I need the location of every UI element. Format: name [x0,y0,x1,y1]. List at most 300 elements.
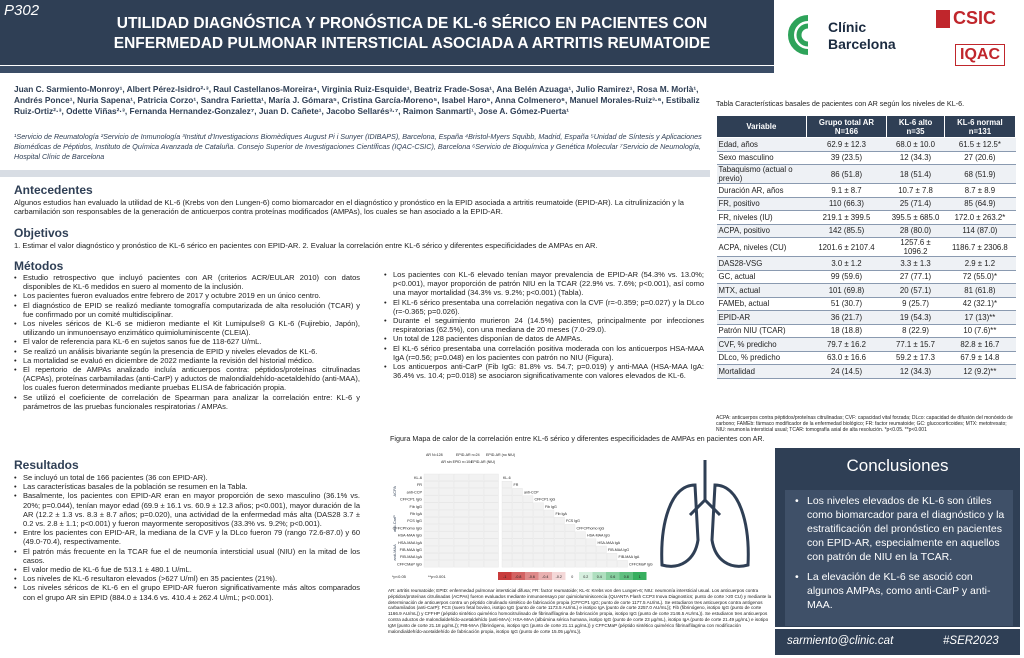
table-row-label: ACPA, positivo [717,224,807,238]
scale-label: -0.2 [555,575,562,579]
heatmap-row-label: KL-6 [413,476,422,480]
heatmap-cell [454,488,469,495]
heatmap-cell [484,560,499,567]
objetivos-text: 1. Estimar el valor diagnóstico y pronóstico de KL-6 sérico en pacientes con EPID-AR. 2. Evaluar la correlación entre KL-6 sérico y diferentes especificidades de AMPAs en AR. [14,241,598,250]
heatmap-cell [469,510,484,517]
heatmap-row-label: FR [416,483,422,488]
header-band [0,66,774,73]
heatmap-cell [484,488,499,495]
matrix-cell [544,510,554,517]
matrix-cell [502,517,512,524]
csic-shield-icon [936,10,950,28]
heatmap-cell [454,524,469,531]
clinic-logo-word1: Clínic [828,19,867,35]
matrix-cell [513,488,523,495]
csic-logo [936,8,1016,30]
metodos-item: • Se utilizó el coeficiente de correlación de Spearman para analizar la correlación entre: KL-6 y parámetros de las pruebas funcionales respiratorias / AMPAs. [14,393,360,411]
table-cell: 42 (32.1)* [944,297,1015,311]
heatmap-cell [439,560,454,567]
matrix-cell [523,517,533,524]
heatmap-cell [469,546,484,553]
figure-caption: Figura Mapa de calor de la correlación entre KL-6 sérico y diferentes especificidades de AMPAs en pacientes con AR. [390,434,765,443]
matrix-cell [513,553,523,560]
table-cell: 142 (85.5) [806,224,887,238]
table-row-label: FR, positivo [717,197,807,211]
heatmap-col-header: EPID-AR n=24 [456,453,480,457]
matrix-cell [555,553,565,560]
matrix-cell [502,546,512,553]
table-row-label: Patrón NIU (TCAR) [717,324,807,338]
resultados-item: • Los niveles de KL-6 resultaron elevados (>627 U/ml) en 35 pacientes (21%). [14,574,360,583]
matrix-cell [502,539,512,546]
heatmap-cell [439,481,454,488]
heatmap-row-label: CFFCP1 IgG [400,497,422,502]
table-cell: 25 (71.4) [887,197,945,211]
heatmap-row-label: FIB-MAA IgA [400,555,422,560]
matrix-diagonal-label: FIB-MAA IgG [608,548,630,552]
heatmap-cell [439,553,454,560]
table-row-label: FAMEb, actual [717,297,807,311]
table-cell: 36 (21.7) [806,311,887,325]
table-cell: 68 (51.9) [944,165,1015,184]
lungs-icon [650,445,760,585]
resultados-list [14,473,360,602]
scale-label: 0.6 [610,575,616,579]
metodos-item: • El diagnóstico de EPID se realizó mediante tomografía computarizada de alta resolución (TCAR) y fue confirmado por un comité multidisciplinar. [14,301,360,319]
heatmap-cell [424,532,439,539]
matrix-cell [513,532,523,539]
matrix-cell [576,539,586,546]
table-row [717,151,1016,165]
heatmap-cell [454,517,469,524]
poster-title: UTILIDAD DIAGNÓSTICA Y PRONÓSTICA DE KL-6 SÉRICO EN PACIENTES CON ENFERMEDAD PULMONAR INTERSTICIAL ASOCIADA A ARTRITIS REUMATOIDE [113,15,711,52]
table-cell: 24 (14.5) [806,365,887,379]
metodos-item: • Se realizó un análisis bivariante según la presencia de EPID y niveles elevados de KL-6. [14,347,360,356]
matrix-cell [544,517,554,524]
heatmap-cell [439,517,454,524]
heatmap-row-label: HSA-MAA IgA [398,540,422,545]
matrix-cell [523,532,533,539]
baseline-table [716,115,1016,379]
heatmap-row-label: CFFCMaP IgG [396,562,422,567]
metodos-list [14,273,360,411]
matrix-cell [607,560,617,567]
matrix-cell [586,553,596,560]
matrix-cell [555,539,565,546]
matrix-cell [618,560,628,567]
heatmap-group-label: ACPA [392,485,397,497]
metodos-item: • El valor de referencia para KL-6 en sujetos sanos fue de 118-627 U/mL. [14,337,360,346]
scale-label: 0 [571,575,574,579]
table-row [717,224,1016,238]
matrix-cell [534,546,544,553]
resultados-item: • Se incluyó un total de 166 pacientes (36 con EPID-AR). [14,473,360,482]
heatmap-cell [439,539,454,546]
heatmap-cell [469,488,484,495]
matrix-cell [523,539,533,546]
resultados-item: • Entre los pacientes con EPID-AR, la mediana de la CVF y la DLco fueron 79 (rango 72.6-87.0) y 60 (49.0-70.4), respectivamente. [14,528,360,546]
table-row-label: Tabaquismo (actual o previo) [717,165,807,184]
heatmap-row-label: FCS IgG [407,519,422,524]
table-cell: 9 (25.7) [887,297,945,311]
heatmap-cell [484,546,499,553]
table-cell: 20 (57.1) [887,284,945,298]
heatmap-cell [439,546,454,553]
table-row [717,297,1016,311]
conclusions-box [775,448,1020,627]
matrix-cell [555,532,565,539]
table-header: KL-6 alto n=35 [887,116,945,138]
heatmap-cell [454,553,469,560]
poster-code: P302 [4,2,40,19]
matrix-cell [502,488,512,495]
table-cell: 27 (77.1) [887,270,945,284]
affiliations: ¹Servicio de Reumatología ²Servicio de Inmunología ³Institut d'Investigacions Biomèdiques August Pi i Sunyer (IDIBAPS), Barcelona, España ⁴Bristol-Myers Squibb, Madrid, España ⁵Unidad de Síntesis y Aplicaciones Biomédicas de Péptidos, Instituto de Química Avanzada de Cataluña. Consejo Superior de Investigaciones Científicas (IQAC-CSIC), Barcelona ⁶Servicio de Bioquímica y Genética Molecular ⁷Servicio de Neumología, Hospital Clínic de Barcelona [14,132,702,161]
poster-header [0,0,774,65]
table-cell: 219.1 ± 399.5 [806,211,887,225]
heatmap-cell [454,532,469,539]
matrix-cell [555,560,565,567]
heatmap-cell [424,510,439,517]
table-cell: 51 (30.7) [806,297,887,311]
table-row-label: CVF, % predicho [717,338,807,352]
matrix-cell [555,546,565,553]
matrix-cell [544,539,554,546]
matrix-cell [555,517,565,524]
matrix-cell [502,524,512,531]
heatmap-cell [484,496,499,503]
contact-email: sarmiento@clinic.cat [787,635,894,647]
heatmap-row-label: HSA-MAA IgG [397,533,422,538]
antecedentes-text: Algunos estudios han evaluado la utilidad de KL-6 (Krebs von den Lungen-6) como biomarcador en el diagnóstico y pronóstico en la EPID asociada a artritis reumatoide (EPID-AR). La citrulinización y la carbamilación son responsables de la generación de anticuerpos contra proteínas modificados (AMPAs), los cuales se han asociado a la EPID-AR. [14,198,684,217]
heatmap-group-label: anti-CarP [392,515,397,533]
table-row [717,165,1016,184]
table-row [717,351,1016,365]
matrix-cell [513,496,523,503]
table-cell: 1257.6 ± 1096.2 [887,238,945,257]
matrix-cell [534,524,544,531]
metodos-item: • La mortalidad se evaluó en diciembre de 2022 mediante la revisión del historial médico. [14,356,360,365]
heatmap-cell [484,481,499,488]
scale-label: -0.4 [542,575,549,579]
table-cell: 18 (18.8) [806,324,887,338]
matrix-cell [502,496,512,503]
matrix-diagonal-label: FCS IgG [566,519,580,524]
matrix-cell [513,560,523,567]
heatmap-cell [454,510,469,517]
table-caption: Tabla Características basales de pacientes con AR según los niveles de KL-6. [716,99,965,108]
table-header: Variable [717,116,807,138]
table-cell: 72 (55.0)* [944,270,1015,284]
table-cell: 59.2 ± 17.3 [887,351,945,365]
heatmap-cell [439,488,454,495]
matrix-cell [555,524,565,531]
table-row-label: ACPA, niveles (CU) [717,238,807,257]
matrix-cell [565,560,575,567]
heatmap-cell [454,539,469,546]
heatmap-cell [454,496,469,503]
middle-item: • Durante el seguimiento murieron 24 (14.5%) pacientes, principalmente por infecciones respiratorias (62.5%), con una mediana de 20 meses (7.0-29.0). [384,316,704,334]
table-cell: 17 (13)** [944,311,1015,325]
middle-item: • Los pacientes con KL-6 elevado tenían mayor prevalencia de EPID-AR (54.3% vs. 13.0%; p<0.001), mayor proporción de patrón NIU en la TCAR (22.9% vs. 7.6%; p<0.001), así como una mayor mortalidad (34.3% vs. 9.2%; p<0.001) (Tabla). [384,270,704,298]
matrix-cell [586,546,596,553]
middle-item: • El KL-6 sérico presentaba una correlación positiva moderada con los anticuerpos HSA-MAA IgA (r=0.56; p=0.048) en los pacientes con patrón no NIU (Figura). [384,344,704,362]
matrix-cell [523,560,533,567]
matrix-cell [544,546,554,553]
matrix-cell [607,553,617,560]
heatmap-cell [424,539,439,546]
matrix-diagonal-label: CFFCP1 IgG [534,497,556,502]
table-row [717,311,1016,325]
matrix-diagonal-label: HSA-MAA IgA [597,540,621,545]
middle-item: • Un total de 128 pacientes disponían de datos de AMPAs. [384,334,704,343]
matrix-cell [534,532,544,539]
heatmap-cell [484,517,499,524]
footer-bar [775,629,1020,655]
table-note: ACPA: anticuerpos contra péptidos/proteínas citrulinadas; CVF: capacidad vital forzada; DLco: capacidad de difusión del monóxido de carbono; FAMEb: fármaco modificador de la enfermedad biológico; FR: factor reumatoide; GC: glucocorticoides; MTX: metotrexato; NIU: neumonía intersticial usual; TCAR: tomografía axial de alta resolución. *p<0.05. **p<0.001 [716,415,1013,433]
matrix-cell [523,553,533,560]
table-cell: 39 (23.5) [806,151,887,165]
heatmap-cell [484,474,499,481]
table-row-label: GC, actual [717,270,807,284]
matrix-cell [513,517,523,524]
matrix-cell [534,503,544,510]
matrix-cell [502,553,512,560]
matrix-cell [586,539,596,546]
scale-label: 0.2 [583,575,589,579]
heatmap-legend: **p<0.001 [428,574,446,579]
heatmap-col-header: AR sin EPID n=104 [441,460,473,464]
matrix-cell [534,553,544,560]
hashtag: #SER2023 [943,635,999,647]
authors-list: Juan C. Sarmiento-Monroy¹, Albert Pérez-Isidro²·³, Raul Castellanos-Moreira⁴, Virginia Ruiz-Esquide¹, Beatriz Frade-Sosa¹, Ana Belén Azuaga¹, Julio Ramirez¹, Rosa M. Morlà¹, Andrés Ponce¹, Nuria Sapena¹, Patricia Corzo¹, Sandra Farietta¹, María J. Gómara⁵, Cristina García-Moreno⁵, Isabel Haro⁵, Anna Colmenero⁶, Manuel Morales-Ruiz³·⁶, Estibaliz Ruiz-Ortiz²·³, Odette Viñas²·³, Fernanda Hernandez-Gonzalez⁷, Juan D. Cañete¹, Jacobo Sellarés³·⁷, Raimon Sanmartí¹, Jose A. Gómez-Puerta¹ [14,84,700,116]
metodos-item: • El repertorio de AMPAs analizado incluía anticuerpos contra: péptidos/proteínas citrulinadas (ACPAs), proteínas carbamiladas (anti-CarP) y aductos de malondialdehído-acetaldehído (anti-MAA), los cuales fueron determinados mediante pruebas ELISA de fabricación propia. [14,365,360,393]
heatmap-row-label: FIB-MAA IgG [399,548,422,552]
table-cell: 1186.7 ± 2306.8 [944,238,1015,257]
matrix-cell [534,539,544,546]
table-row-label: FR, niveles (IU) [717,211,807,225]
heatmap-cell [424,488,439,495]
heatmap-cell [469,496,484,503]
table-row-label: DLco, % predicho [717,351,807,365]
heatmap-cell [454,503,469,510]
matrix-diagonal-label: KL-6 [503,476,511,480]
conclusion-item: • La elevación de KL-6 se asoció con algunos AMPAs, como anti-CarP y anti-MAA. [795,570,1007,612]
heatmap-cell [469,532,484,539]
matrix-cell [597,560,607,567]
middle-results-list [384,270,704,380]
matrix-diagonal-label: anti-CCP [524,490,539,495]
matrix-cell [502,532,512,539]
table-cell: 101 (69.8) [806,284,887,298]
conclusions-title: Conclusiones [846,456,949,475]
table-cell: 1201.6 ± 2107.4 [806,238,887,257]
section-separator [0,170,710,177]
matrix-cell [523,546,533,553]
matrix-cell [523,503,533,510]
matrix-diagonal-label: Fib IgG [545,504,557,509]
matrix-cell [513,546,523,553]
matrix-cell [513,510,523,517]
table-row-label: Mortalidad [717,365,807,379]
heatmap-cell [469,539,484,546]
matrix-cell [565,524,575,531]
matrix-cell [534,517,544,524]
table-cell: 3.3 ± 1.3 [887,257,945,271]
matrix-diagonal-label: CFFCPhomo IgG [576,526,605,531]
table-row [717,197,1016,211]
matrix-cell [544,524,554,531]
heatmap-cell [484,510,499,517]
table-cell: 79.7 ± 16.2 [806,338,887,352]
matrix-cell [565,539,575,546]
matrix-cell [502,481,512,488]
scale-label: 1 [638,575,641,579]
csic-logo-text: CSIC [953,8,997,28]
scale-label: -0.6 [528,575,535,579]
heatmap-cell [439,532,454,539]
heatmap-row-label: CFFCPhomo IgG [392,526,422,531]
matrix-cell [513,524,523,531]
table-cell: 395.5 ± 685.0 [887,211,945,225]
scale-label: 0.8 [623,575,629,579]
heatmap-col-header: EPID-AR (NIU) [471,460,496,464]
clinic-barcelona-logo [786,12,906,58]
table-row [717,324,1016,338]
matrix-cell [523,510,533,517]
table-row [717,365,1016,379]
table-cell: 2.9 ± 1.2 [944,257,1015,271]
resultados-item: • Basalmente, los pacientes con EPID-AR eran en mayor proporción de sexo masculino (36.1% vs. 20%; p=0.044), tenían mayor edad (69.9 ± 16.1 vs. 60.9 ± 12.3 años; p<0.001), mayor duración de la AR (12.2 ± 1.3 vs. 8.3 ± 8.7 años; p=0.020), una actividad de la enfermedad más alta (DAS28 3.7 ± 0.2 vs. 2.8 ± 1.1; p<0.001) y fueron mayormente seropositivos (33.3% vs. 9.2%; p<0.001). [14,491,360,528]
heatmap-row-label: anti-CCP [406,490,422,495]
table-cell: 10.7 ± 7.8 [887,184,945,198]
matrix-cell [586,560,596,567]
heatmap-cell [484,539,499,546]
heatmap-cell [484,553,499,560]
matrix-cell [576,553,586,560]
conclusions-body [785,490,1013,626]
heatmap-cell [424,474,439,481]
conclusion-item: • Los niveles elevados de KL-6 son útiles como biomarcador para el diagnóstico y la estratificación del pronóstico en pacientes con EPID-AR, especialmente en aquellos con patrón de NIU en la TCAR. [795,494,1007,564]
matrix-cell [513,503,523,510]
table-cell: 18 (51.4) [887,165,945,184]
table-cell: 12 (9.2)** [944,365,1015,379]
matrix-cell [523,524,533,531]
table-row-label: MTX, actual [717,284,807,298]
heatmap-cell [424,553,439,560]
heatmap-cell [424,524,439,531]
table-cell: 9.1 ± 8.7 [806,184,887,198]
table-row [717,211,1016,225]
table-cell: 12 (34.3) [887,151,945,165]
heatmap-cell [454,474,469,481]
matrix-diagonal-label: Fib IgA [555,512,567,516]
table-cell: 27 (20.6) [944,151,1015,165]
resultados-item: • El valor medio de KL-6 fue de 513.1 ± 480.1 U/mL. [14,565,360,574]
table-row-label: EPID-AR [717,311,807,325]
correlation-heatmap [388,448,653,586]
matrix-cell [597,546,607,553]
matrix-cell [576,560,586,567]
metodos-item: • Los pacientes fueron evaluados entre febrero de 2017 y octubre 2019 en un único centro. [14,291,360,300]
heatmap-cell [439,496,454,503]
scale-label: 0.4 [596,575,602,579]
table-row [717,270,1016,284]
heatmap-cell [424,517,439,524]
table-row [717,138,1016,152]
heatmap-col-header: EPID-AR (no NIU) [486,453,516,457]
clinic-logo-word2: Barcelona [828,36,896,52]
heatmap-cell [424,496,439,503]
resultados-item: • El patrón más frecuente en la TCAR fue el de neumonía intersticial usual (NIU) en la mitad de los casos. [14,547,360,565]
table-row-label: Edad, años [717,138,807,152]
table-cell: 81 (61.8) [944,284,1015,298]
matrix-diagonal-label: CFFCMaP IgG [629,562,653,567]
matrix-cell [565,546,575,553]
resultados-item: • Las características basales de la población se resumen en la Tabla. [14,482,360,491]
table-cell: 8.7 ± 8.9 [944,184,1015,198]
heatmap-cell [454,481,469,488]
matrix-cell [534,560,544,567]
metodos-item: • Los niveles séricos de KL-6 se midieron mediante el Kit Lumipulse® G KL-6 (Fujirebio, Japón), utilizando un inmunoensayo enzimático quimioluminiscente (CLEIA). [14,319,360,337]
table-cell: 82.8 ± 16.7 [944,338,1015,352]
matrix-cell [523,496,533,503]
table-row [717,284,1016,298]
heatmap-cell [424,503,439,510]
heatmap-cell [424,481,439,488]
table-cell: 68.0 ± 10.0 [887,138,945,152]
table-row-label: Duración AR, años [717,184,807,198]
heatmap-cell [424,560,439,567]
heatmap-cell [484,532,499,539]
matrix-cell [576,532,586,539]
matrix-cell [544,560,554,567]
heatmap-cell [439,510,454,517]
heatmap-cell [469,503,484,510]
scale-label: -0.8 [515,575,522,579]
table-row-label: Sexo masculino [717,151,807,165]
objetivos-title: Objetivos [14,226,69,240]
table-cell: 28 (80.0) [887,224,945,238]
table-cell: 172.0 ± 263.2* [944,211,1015,225]
table-cell: 99 (59.6) [806,270,887,284]
table-header-row [717,116,1016,138]
metodos-title: Métodos [14,259,64,273]
iqac-logo: IQAC [955,44,1005,66]
heatmap-cell [439,474,454,481]
heatmap-cell [469,524,484,531]
metodos-item: • Estudio retrospectivo que incluyó pacientes con AR (criterios ACR/EULAR 2010) con datos disponibles de KL-6 medidos en suero al momento de la inclusión. [14,273,360,291]
matrix-diagonal-label: FR [513,483,519,488]
heatmap-legend: *p<0.05 [392,574,406,579]
heatmap-cell [484,503,499,510]
heatmap-cell [469,481,484,488]
matrix-diagonal-label: FIB-MAA IgA [618,555,640,560]
table-cell: 63.0 ± 16.6 [806,351,887,365]
middle-item: • El KL-6 sérico presentaba una correlación negativa con la CVF (r=-0.359; p=0.027) y la DLco (r=-0.365; p=0.026). [384,298,704,316]
matrix-diagonal-label: HSA-MAA IgG [587,533,610,538]
heatmap-cell [469,474,484,481]
matrix-cell [597,553,607,560]
table-row [717,257,1016,271]
antecedentes-title: Antecedentes [14,183,93,197]
heatmap-cell [469,517,484,524]
table-row [717,238,1016,257]
matrix-cell [544,532,554,539]
matrix-cell [565,532,575,539]
scale-label: -1 [503,575,507,579]
table-cell: 8 (22.9) [887,324,945,338]
